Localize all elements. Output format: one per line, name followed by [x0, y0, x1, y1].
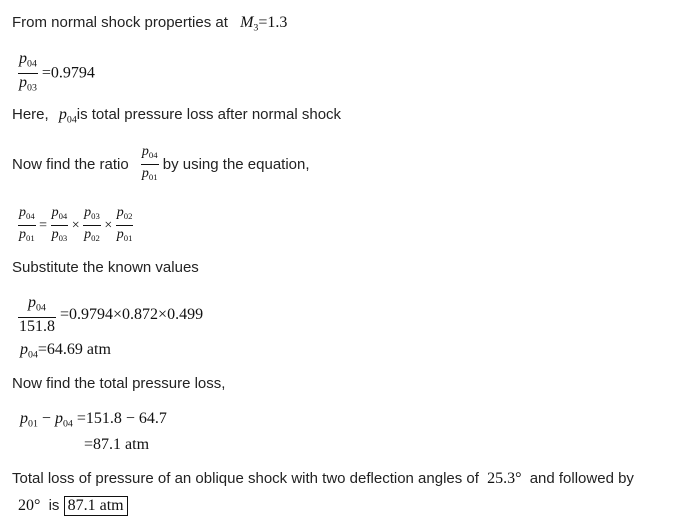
loss-instruction-line: Now find the total pressure loss, [12, 375, 226, 392]
mach-symbol: M [240, 14, 254, 31]
conclusion-suffix: and followed by [529, 470, 634, 487]
definition-prefix: Here, [12, 106, 49, 123]
final-answer-box: 87.1 atm [64, 496, 128, 516]
definition-line [12, 106, 341, 125]
instruction-suffix: by using the equation, [162, 156, 310, 174]
substitute-line: Substitute the known values [12, 259, 199, 276]
times-sign: × [71, 217, 80, 233]
equals-sign: = [39, 217, 48, 233]
fraction-p03-p02: $\frac{p_{03}}{p_{02}}$ [84, 205, 100, 244]
definition-text: is total pressure loss after normal shock [76, 106, 342, 123]
definition-symbol: $p_{04}$ [58, 106, 77, 126]
times-sign: × [104, 217, 113, 233]
conclusion-line [12, 470, 634, 488]
ratio-instruction-line [12, 143, 310, 186]
loss-equation: $p_{01} - p_{04} =151.8 - 64.7$ [20, 410, 167, 430]
substitution-equation [18, 294, 203, 336]
mach-expression [240, 14, 288, 34]
loss-result: =87.1 atm [84, 436, 150, 453]
ratio-value: =0.9794 [41, 64, 95, 82]
substitution-product: =0.9794×0.872×0.499 [60, 305, 204, 323]
pressure-ratio-equation [18, 50, 95, 98]
target-ratio-fraction: $\frac{p_{04}}{p_{01}}$ [141, 144, 158, 183]
fraction-p04-p03: $\frac{p_{04}}{p_{03}}$ [51, 205, 68, 244]
p04-value: =64.69 atm [37, 341, 111, 358]
final-answer-line [18, 497, 128, 515]
ratio-fraction: $\frac{p_{04}}{p_{03}}$ [19, 50, 37, 94]
deflection-angle-1: 25.3° [487, 470, 522, 487]
mach-subscript: 3 [253, 22, 259, 34]
fraction-p04-p01: $\frac{p_{04}}{p_{01}}$ [19, 205, 35, 244]
loss-difference: =151.8 − 64.7 [76, 410, 167, 427]
deflection-angle-2: 20° [18, 497, 41, 514]
mach-value: =1.3 [258, 14, 288, 31]
intro-text: From normal shock properties at [12, 14, 228, 31]
instruction-prefix: Now find the ratio [12, 156, 129, 174]
intro-line [12, 14, 287, 33]
fraction-p02-p01: $\frac{p_{02}}{p_{01}}$ [116, 205, 133, 244]
conclusion-text: Total loss of pressure of an oblique shock with two deflection angles of [12, 470, 479, 487]
substitution-fraction: $\frac{p_{04}}{151.8}$ [19, 294, 55, 336]
ratio-product-equation [18, 204, 133, 247]
p04-result: $p_{04}=64.69$ atm [20, 341, 111, 361]
answer-connector: is [48, 497, 60, 514]
